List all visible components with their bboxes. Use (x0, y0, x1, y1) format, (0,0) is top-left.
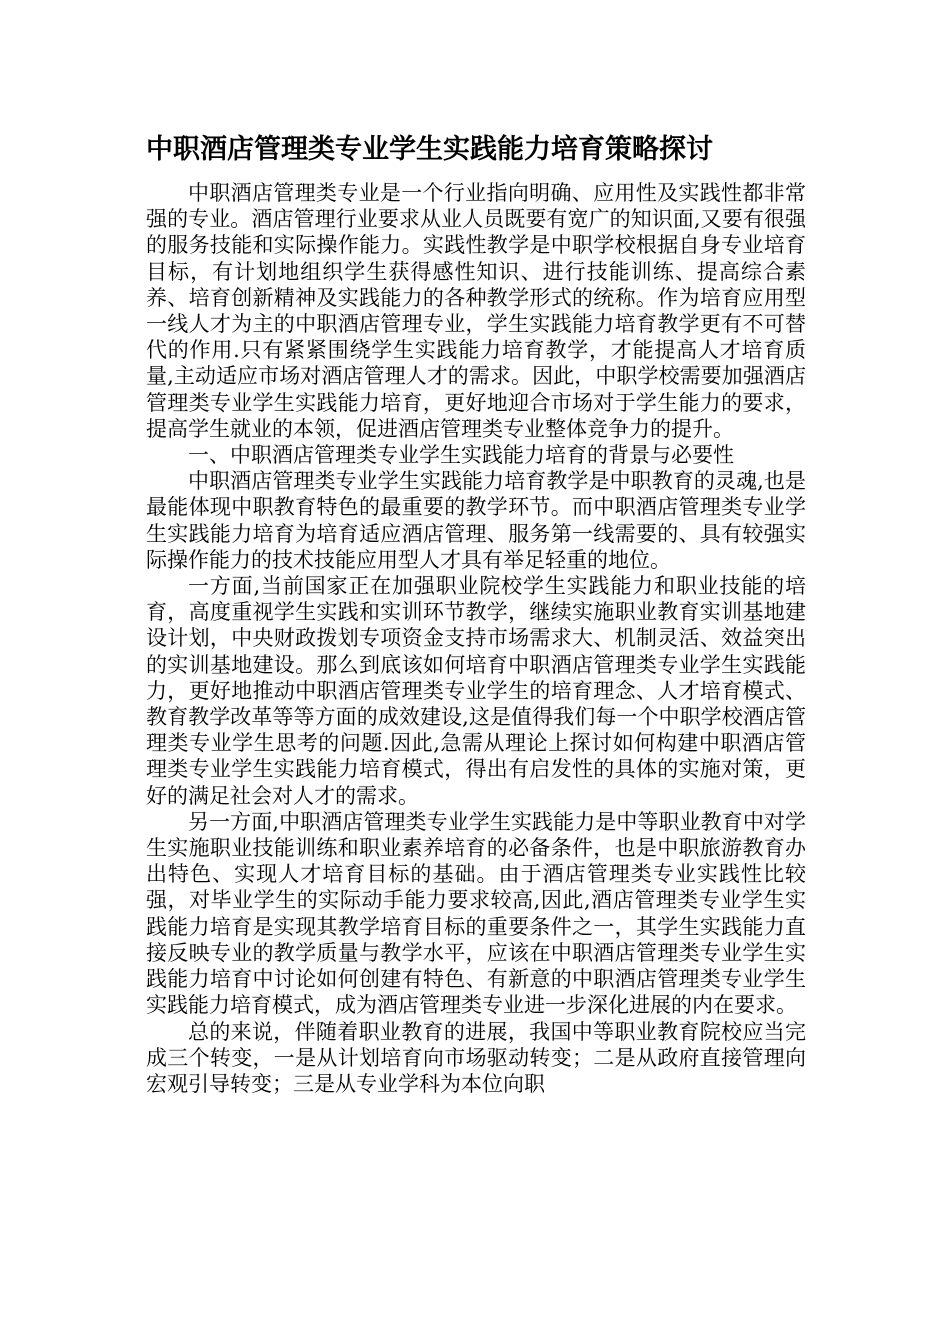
intro-paragraph: 中职酒店管理类专业是一个行业指向明确、应用性及实践性都非常强的专业。酒店管理行业要求从业人员既要有宽广的知识面,又要有很强的服务技能和实际操作能力。实践性教学是中职学校根据自身专业培育目标，有计划地组织学生获得感性知识、进行技能训练、提高综合素养、培育创新精神及实践能力的各种教学形式的统称。作为培育应用型一线人才为主的中职酒店管理专业，学生实践能力培育教学更有不可替代的作用.只有紧紧围绕学生实践能力培育教学，才能提高人才培育质量,主动适应市场对酒店管理人才的需求。因此，中职学校需要加强酒店管理类专业学生实践能力培育，更好地迎合市场对于学生能力的要求，提高学生就业的本领，促进酒店管理类专业整体竞争力的提升。 (146, 181, 806, 441)
document-title: 中职酒店管理类专业学生实践能力培育策略探讨 (146, 134, 713, 165)
body-paragraph: 总的来说，伴随着职业教育的进展，我国中等职业教育院校应当完成三个转变，一是从计划培育向市场驱动转变；二是从政府直接管理向宏观引导转变；三是从专业学科为本位向职 (146, 1019, 806, 1096)
body-paragraph: 另一方面,中职酒店管理类专业学生实践能力是中等职业教育中对学生实施职业技能训练和职业素养培育的必备条件，也是中职旅游教育办出特色、实现人才培育目标的基础。由于酒店管理类专业实践性比较强，对毕业学生的实际动手能力要求较高,因此,酒店管理类专业学生实践能力培育是实现其教学培育目标的重要条件之一，其学生实践能力直接反映专业的教学质量与教学水平，应该在中职酒店管理类专业学生实践能力培育中讨论如何创建有特色、有新意的中职酒店管理类专业学生实践能力培育模式，成为酒店管理类专业进一步深化进展的内在要求。 (146, 809, 806, 1018)
document-page (146, 128, 806, 1097)
body-paragraph: 一方面,当前国家正在加强职业院校学生实践能力和职业技能的培育，高度重视学生实践和实训环节教学，继续实施职业教育实训基地建设计划，中央财政拨划专项资金支持市场需求大、机制灵活、效益突出的实训基地建设。那么到底该如何培育中职酒店管理类专业学生实践能力，更好地推动中职酒店管理类专业学生的培育理念、人才培育模式、教育教学改革等等方面的成效建设,这是值得我们每一个中职学校酒店管理类专业学生思考的问题.因此,急需从理论上探讨如何构建中职酒店管理类专业学生实践能力培育模式，得出有启发性的具体的实施对策，更好的满足社会对人才的需求。 (146, 574, 806, 808)
body-paragraph: 中职酒店管理类专业学生实践能力培育教学是中职教育的灵魂,也是最能体现中职教育特色的最重要的教学环节。而中职酒店管理类专业学生实践能力培育为培育适应酒店管理、服务第一线需要的、具有较强实际操作能力的技术技能应用型人才具有举足轻重的地位。 (146, 469, 806, 572)
section-heading: 一、中职酒店管理类专业学生实践能力培育的背景与必要性 (188, 443, 734, 468)
